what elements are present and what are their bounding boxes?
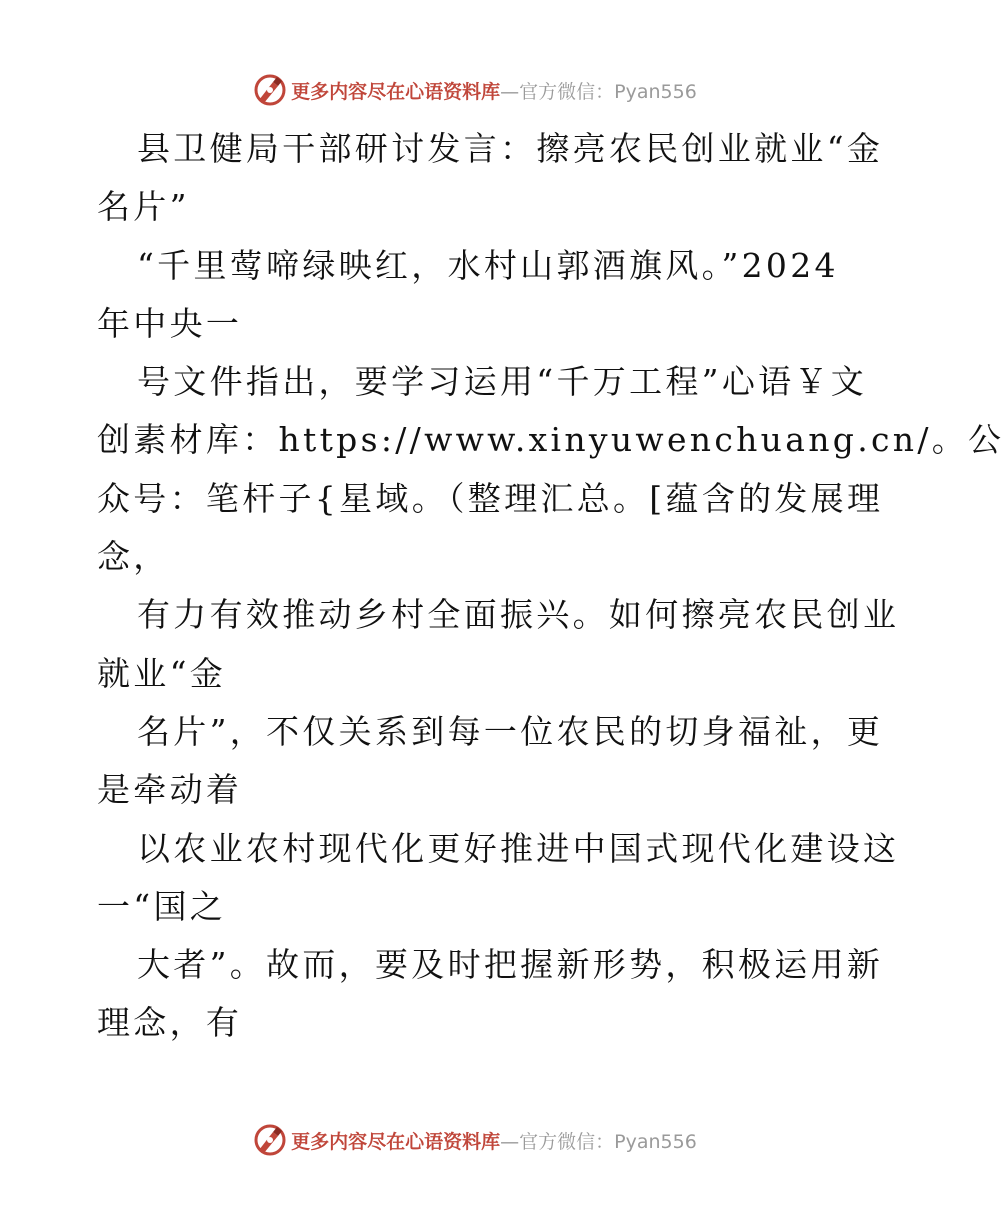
- text-line: 年中央一: [97, 303, 243, 343]
- pen-logo-icon: [253, 73, 287, 107]
- text-line: 名片”，不仅关系到每一位农民的切身福祉，更: [137, 711, 884, 751]
- text-line: 号文件指出，要学习运用“千万工程”心语￥文: [137, 362, 868, 402]
- text-line: “千里莺啼绿映红，水村山郭酒旗风。”2024: [137, 245, 839, 285]
- text-line: 念，: [97, 537, 170, 577]
- banner-promo-text: 更多内容尽在心语资料库: [291, 80, 501, 103]
- text-line: 创素材库：https://www.xinyuwenchuang.cn/。公: [97, 420, 1004, 460]
- text-line: 有力有效推动乡村全面振兴。如何擦亮农民创业: [137, 595, 900, 635]
- text-line: 以农业农村现代化更好推进中国式现代化建设这: [137, 828, 900, 868]
- banner-wechat-text: —官方微信：Pyan556: [500, 1130, 697, 1153]
- document-body: [97, 120, 1004, 1053]
- text-line: 县卫健局干部研讨发言：擦亮农民创业就业“金: [137, 129, 884, 168]
- text-line: 众号：笔杆子{星域。（整理汇总。[蕴含的发展理: [97, 478, 884, 518]
- text-line: 理念，有: [97, 1003, 243, 1043]
- text-line: 名片”: [97, 187, 190, 227]
- footer-banner: [0, 1120, 950, 1160]
- text-line: 一“国之: [97, 886, 227, 926]
- banner-wechat-text: —官方微信：Pyan556: [500, 80, 697, 103]
- header-banner: [0, 70, 950, 110]
- text-line: 大者”。故而，要及时把握新形势，积极运用新: [137, 945, 884, 985]
- text-line: 就业“金: [97, 653, 227, 693]
- pen-logo-icon: [253, 1123, 287, 1157]
- banner-promo-text: 更多内容尽在心语资料库: [291, 1130, 501, 1153]
- text-line: 是牵动着: [97, 770, 243, 810]
